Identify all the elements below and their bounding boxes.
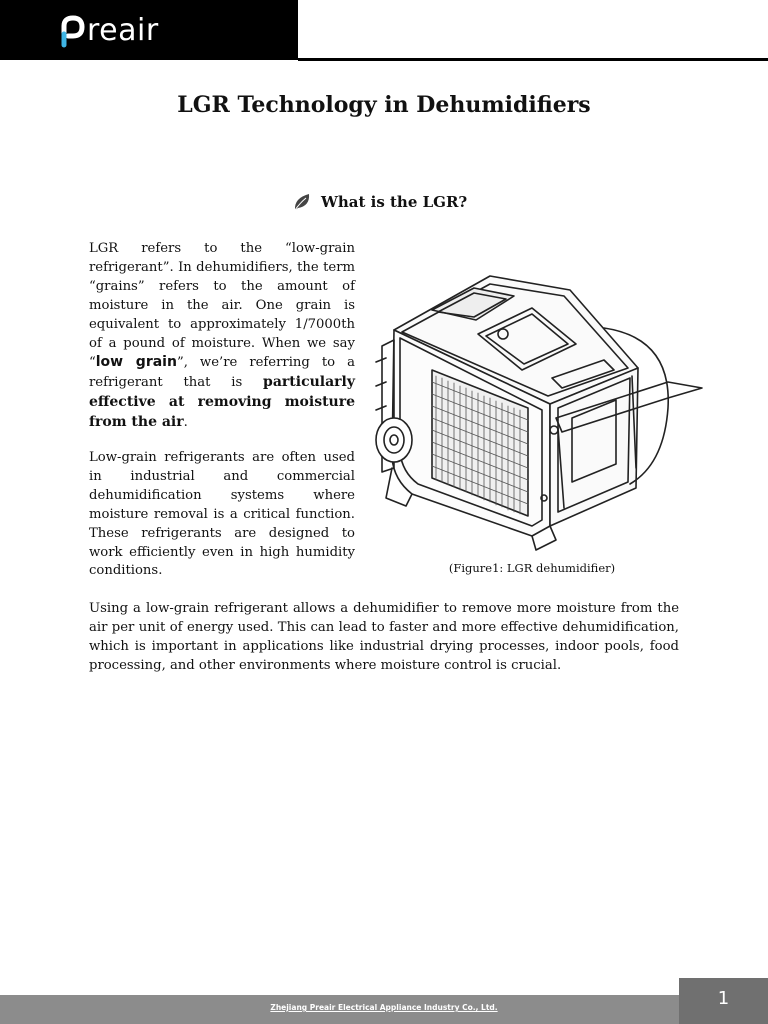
para1-highlight-effective: particularly effective at removing moisture from the air <box>89 374 355 431</box>
figure-caption: (Figure1: LGR dehumidifier) <box>448 561 616 575</box>
para1-text-end: . <box>183 415 188 431</box>
paragraph-benefits: Using a low-grain refrigerant allows a dehumidifier to remove more moisture from the air per unit of energy used. This can lead to faster and more effective dehumidification, which is important in applications like industrial drying processes, indoor pools, food processing, and other environments where moisture control is crucial. <box>89 601 679 673</box>
section-heading-text: What is the LGR? <box>321 193 468 211</box>
paragraph-lgr-definition <box>89 240 355 433</box>
paragraph-industrial-use: Low-grain refrigerants are often used in industrial and commercial dehumidification systems where moisture removal is a critical function. These refrigerants are designed to work efficiently even in high humidity conditions. <box>89 450 355 579</box>
para1-text-start: LGR refers to the “low-grain refrigerant”. In dehumidifiers, the term “grains” refers to the amount of moisture in the air. One grain is equivalent to approximately 1/7000th of a pound of moisture. When we say “ <box>89 241 355 371</box>
footer-company-name: Zhejiang Preair Electrical Appliance Industry Co., Ltd. <box>270 1003 498 1012</box>
header-rule <box>298 58 768 61</box>
para1-text-middle: ”, we’re referring to a refrigerant that is <box>89 355 356 391</box>
para1-highlight-low-grain: low grain <box>95 354 177 371</box>
logo-text: reair <box>87 13 159 48</box>
page-title: LGR Technology in Dehumidifiers <box>177 92 591 118</box>
dehumidifier-figure <box>372 268 706 558</box>
page-number: 1 <box>717 988 730 1009</box>
section-heading <box>292 190 467 214</box>
preair-logo-mark-icon <box>58 12 86 50</box>
leaf-icon <box>292 192 312 212</box>
preair-logo <box>58 12 159 50</box>
